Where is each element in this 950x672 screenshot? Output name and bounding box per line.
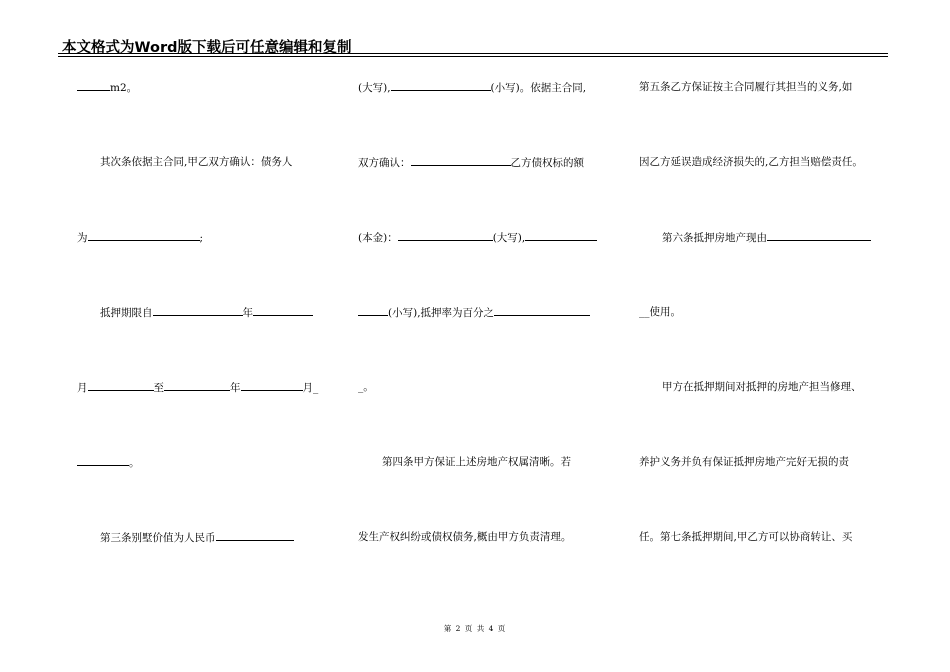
text-fragment: (本金)： (358, 232, 398, 244)
text-fragment: ; (199, 232, 204, 244)
text-fragment: 第五条乙方保证按主合同履行其担当的义务,如 (639, 81, 853, 93)
fill-in-blank (391, 80, 491, 91)
fill-in-blank (358, 305, 388, 316)
text-fragment: __ (639, 306, 650, 318)
fill-in-blank (767, 230, 871, 241)
text-fragment: 月_ (302, 382, 319, 394)
middle-line-3 (358, 230, 597, 245)
fill-in-blank (241, 380, 303, 391)
fill-in-blank (164, 380, 230, 391)
text-fragment: 第六条抵押房地产现由 (662, 232, 767, 244)
text-fragment: 第四条甲方保证上述房地产权属清晰。若 (382, 456, 571, 468)
fill-in-blank (398, 230, 493, 241)
text-fragment: 乙方债权标的额 (510, 157, 584, 169)
text-fragment: 年 (242, 307, 253, 319)
text-fragment: 使用。 (649, 306, 681, 318)
left-line-5 (77, 380, 318, 395)
fill-in-blank (88, 380, 154, 391)
text-fragment: 因乙方延误造成经济损失的,乙方担当赔偿责任。 (639, 156, 863, 168)
text-fragment: 第三条别墅价值为人民币 (100, 532, 216, 544)
text-fragment: 为 (77, 232, 88, 244)
document-header-title: 本文格式为Word版下载后可任意编辑和复制 (62, 40, 352, 56)
middle-line-7 (358, 530, 571, 544)
text-fragment: _。 (358, 381, 374, 393)
right-line-1 (639, 80, 852, 94)
text-fragment: 发生产权纠纷或债权债务,概由甲方负责清理。 (358, 531, 572, 543)
right-line-2 (639, 155, 863, 169)
text-fragment: 抵押期限自 (100, 307, 153, 319)
middle-line-2 (358, 155, 584, 170)
middle-line-4 (358, 305, 590, 320)
middle-line-6 (382, 455, 571, 469)
right-line-3 (662, 230, 871, 245)
text-fragment: (大写), (492, 232, 526, 244)
text-fragment: 月 (77, 382, 88, 394)
fill-in-blank (153, 305, 243, 316)
right-line-6 (639, 455, 849, 469)
right-line-7 (639, 530, 852, 544)
text-fragment: 其次条依据主合同,甲乙双方确认：债务人 (100, 156, 293, 168)
fill-in-blank (77, 455, 129, 466)
fill-in-blank (216, 530, 294, 541)
text-fragment: (小写)。依据主合同, (490, 82, 587, 94)
fill-in-blank (77, 80, 110, 91)
left-line-2 (100, 155, 292, 169)
text-fragment: 养护义务并负有保证抵押房地产完好无损的责 (639, 456, 849, 468)
fill-in-blank (494, 305, 590, 316)
text-fragment: m2。 (110, 82, 138, 94)
fill-in-blank (253, 305, 313, 316)
right-line-4 (639, 305, 681, 319)
text-fragment: 双方确认： (358, 157, 411, 169)
left-line-3 (77, 230, 203, 245)
left-line-1 (77, 80, 137, 95)
header-rule-top (58, 53, 888, 54)
middle-line-5 (358, 380, 374, 394)
text-fragment: (大写), (358, 82, 391, 94)
text-fragment: (小写),抵押率为百分之 (388, 307, 495, 319)
middle-line-1 (358, 80, 586, 95)
text-fragment: 至 (153, 382, 164, 394)
fill-in-blank (525, 230, 597, 241)
page-number-footer: 第 2 页 共 4 页 (443, 624, 507, 633)
right-line-5 (662, 380, 862, 394)
left-line-4 (100, 305, 313, 320)
text-fragment: 。 (129, 457, 140, 469)
text-fragment: 任。第七条抵押期间,甲乙方可以协商转让、买 (639, 531, 853, 543)
fill-in-blank (88, 230, 200, 241)
text-fragment: 甲方在抵押期间对抵押的房地产担当修理、 (662, 381, 862, 393)
fill-in-blank (411, 155, 511, 166)
left-line-7 (100, 530, 294, 545)
header-rule-bottom (58, 56, 888, 57)
text-fragment: 年 (230, 382, 241, 394)
left-line-6 (77, 455, 140, 470)
